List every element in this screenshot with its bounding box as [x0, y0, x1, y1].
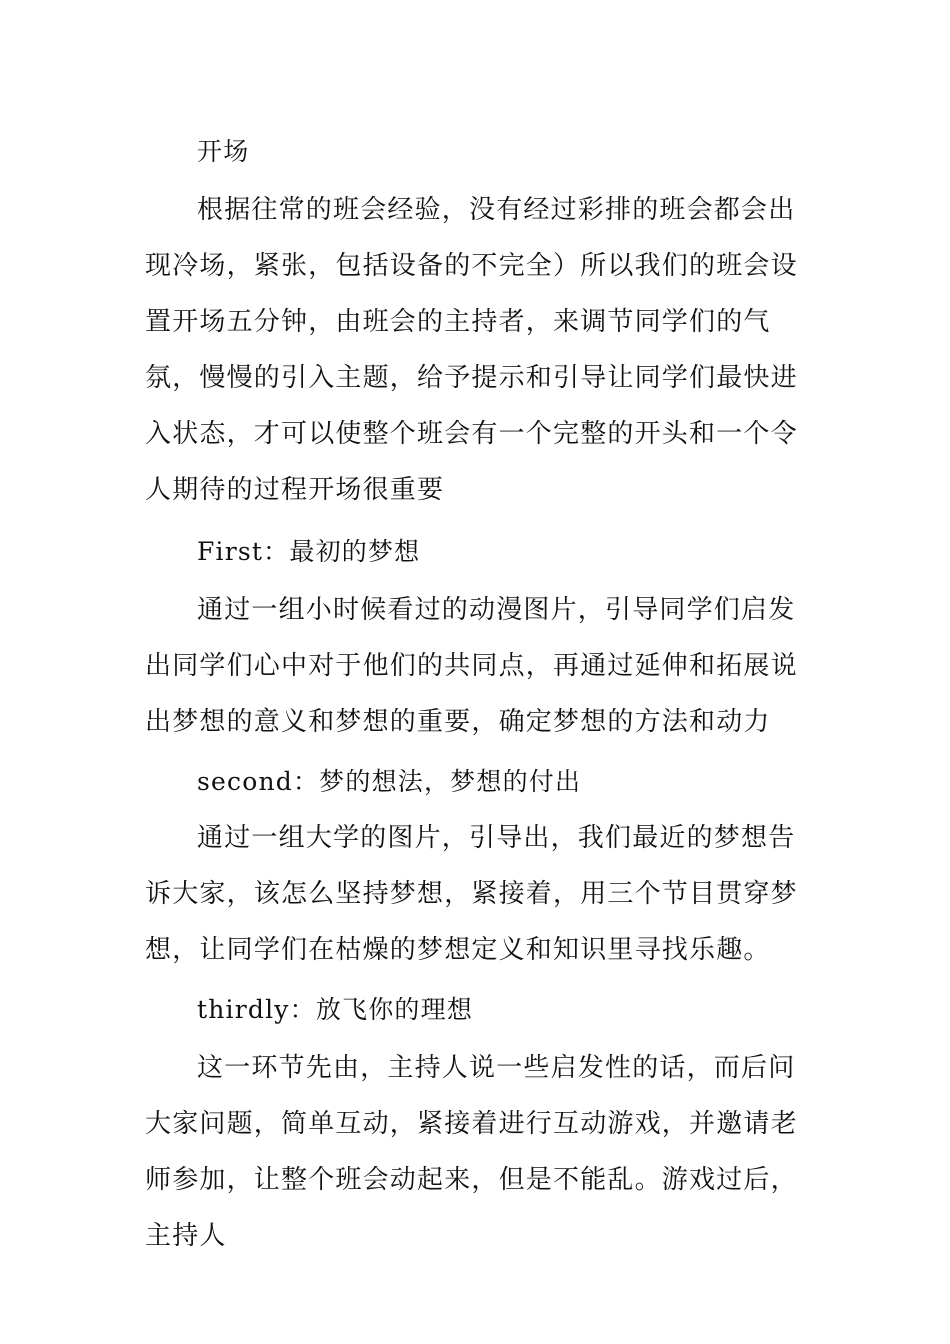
- paragraph-second-body: 通过一组大学的图片，引导出，我们最近的梦想告诉大家，该怎么坚持梦想，紧接着，用三个节目贯穿梦想，让同学们在枯燥的梦想定义和知识里寻找乐趣。: [145, 823, 798, 965]
- paragraph-opening-body: 根据往常的班会经验，没有经过彩排的班会都会出现冷场，紧张，包括设备的不完全）所以我们的班会设置开场五分钟，由班会的主持者，来调节同学们的气氛，慢慢的引入主题，给予提示和引导让同学们最快进入状态，才可以使整个班会有一个完整的开头和一个令人期待的过程开场很重要: [145, 195, 798, 505]
- paragraph-opening-heading: 开场: [197, 137, 250, 166]
- paragraph-thirdly-heading: thirdly：放飞你的理想: [197, 995, 474, 1024]
- paragraph-second-heading: second：梦的想法，梦想的付出: [197, 767, 582, 796]
- paragraph-thirdly-body: 这一环节先由，主持人说一些启发性的话，而后问大家问题，简单互动，紧接着进行互动游戏，并邀请老师参加，让整个班会动起来，但是不能乱。游戏过后，主持人: [145, 1053, 798, 1251]
- paragraph-first-body: 通过一组小时候看过的动漫图片，引导同学们启发出同学们心中对于他们的共同点，再通过延伸和拓展说出梦想的意义和梦想的重要，确定梦想的方法和动力: [145, 595, 798, 737]
- paragraph-first-heading: First：最初的梦想: [197, 537, 421, 566]
